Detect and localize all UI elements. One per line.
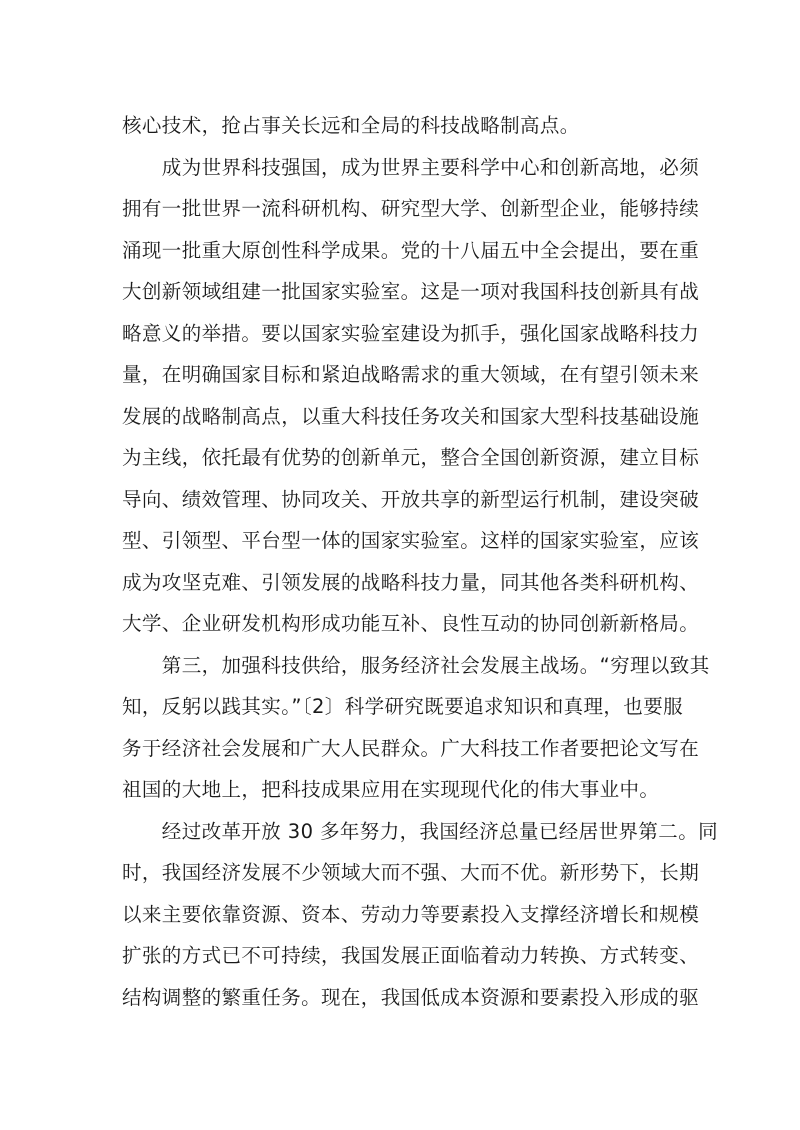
body-text: [122, 105, 719, 1018]
text-line: 发展的战略制高点，以重大科技任务攻关和国家大型科技基础设施: [122, 404, 700, 428]
text-line: 为主线，依托最有优势的创新单元，整合全国创新资源，建立目标: [122, 446, 700, 469]
text-line: 大学、企业研发机构形成功能互补、良性互动的协同创新新格局。: [122, 612, 700, 635]
text-line: 祖国的大地上，把科技成果应用在实现现代化的伟大事业中。: [122, 778, 660, 801]
text-line: 型、引领型、平台型一体的国家实验室。这样的国家实验室，应该: [122, 529, 700, 552]
text-line: 大创新领域组建一批国家实验室。这是一项对我国科技创新具有战: [122, 280, 700, 303]
text-line: 以来主要依靠资源、资本、劳动力等要素投入支撑经济增长和规模: [122, 902, 700, 926]
text-line: 知，反躬以践其实。”〔2〕科学研究既要追求知识和真理，也要服: [122, 695, 684, 718]
text-line: 核心技术，抢占事关长远和全局的科技战略制高点。: [122, 114, 580, 137]
text-line: 拥有一批世界一流科研机构、研究型大学、创新型企业，能够持续: [122, 197, 700, 220]
text-line: 量，在明确国家目标和紧迫战略需求的重大领域，在有望引领未来: [122, 363, 700, 386]
text-line: 成为世界科技强国，成为世界主要科学中心和创新高地，必须: [122, 155, 700, 179]
text-line: 略意义的举措。要以国家实验室建设为抓手，强化国家战略科技力: [122, 321, 700, 345]
text-line: 扩张的方式已不可持续，我国发展正面临着动力转换、方式转变、: [122, 944, 700, 967]
text-line: 结构调整的繁重任务。现在，我国低成本资源和要素投入形成的驱: [122, 985, 700, 1009]
text-line: 导向、绩效管理、协同攻关、开放共享的新型运行机制，建设突破: [122, 487, 700, 511]
text-line: 务于经济社会发展和广大人民群众。广大科技工作者要把论文写在: [122, 736, 700, 760]
text-line: 第三，加强科技供给，服务经济社会发展主战场。“穷理以致其: [122, 653, 710, 677]
text-line: 时，我国经济发展不少领域大而不强、大而不优。新形势下，长期: [122, 861, 700, 884]
text-line: 成为攻坚克难、引领发展的战略科技力量，同其他各类科研机构、: [122, 570, 700, 594]
text-line: 涌现一批重大原创性科学成果。党的十八届五中全会提出，要在重: [122, 238, 700, 262]
text-line: 经过改革开放 30 多年努力，我国经济总量已经居世界第二。同: [122, 819, 719, 843]
